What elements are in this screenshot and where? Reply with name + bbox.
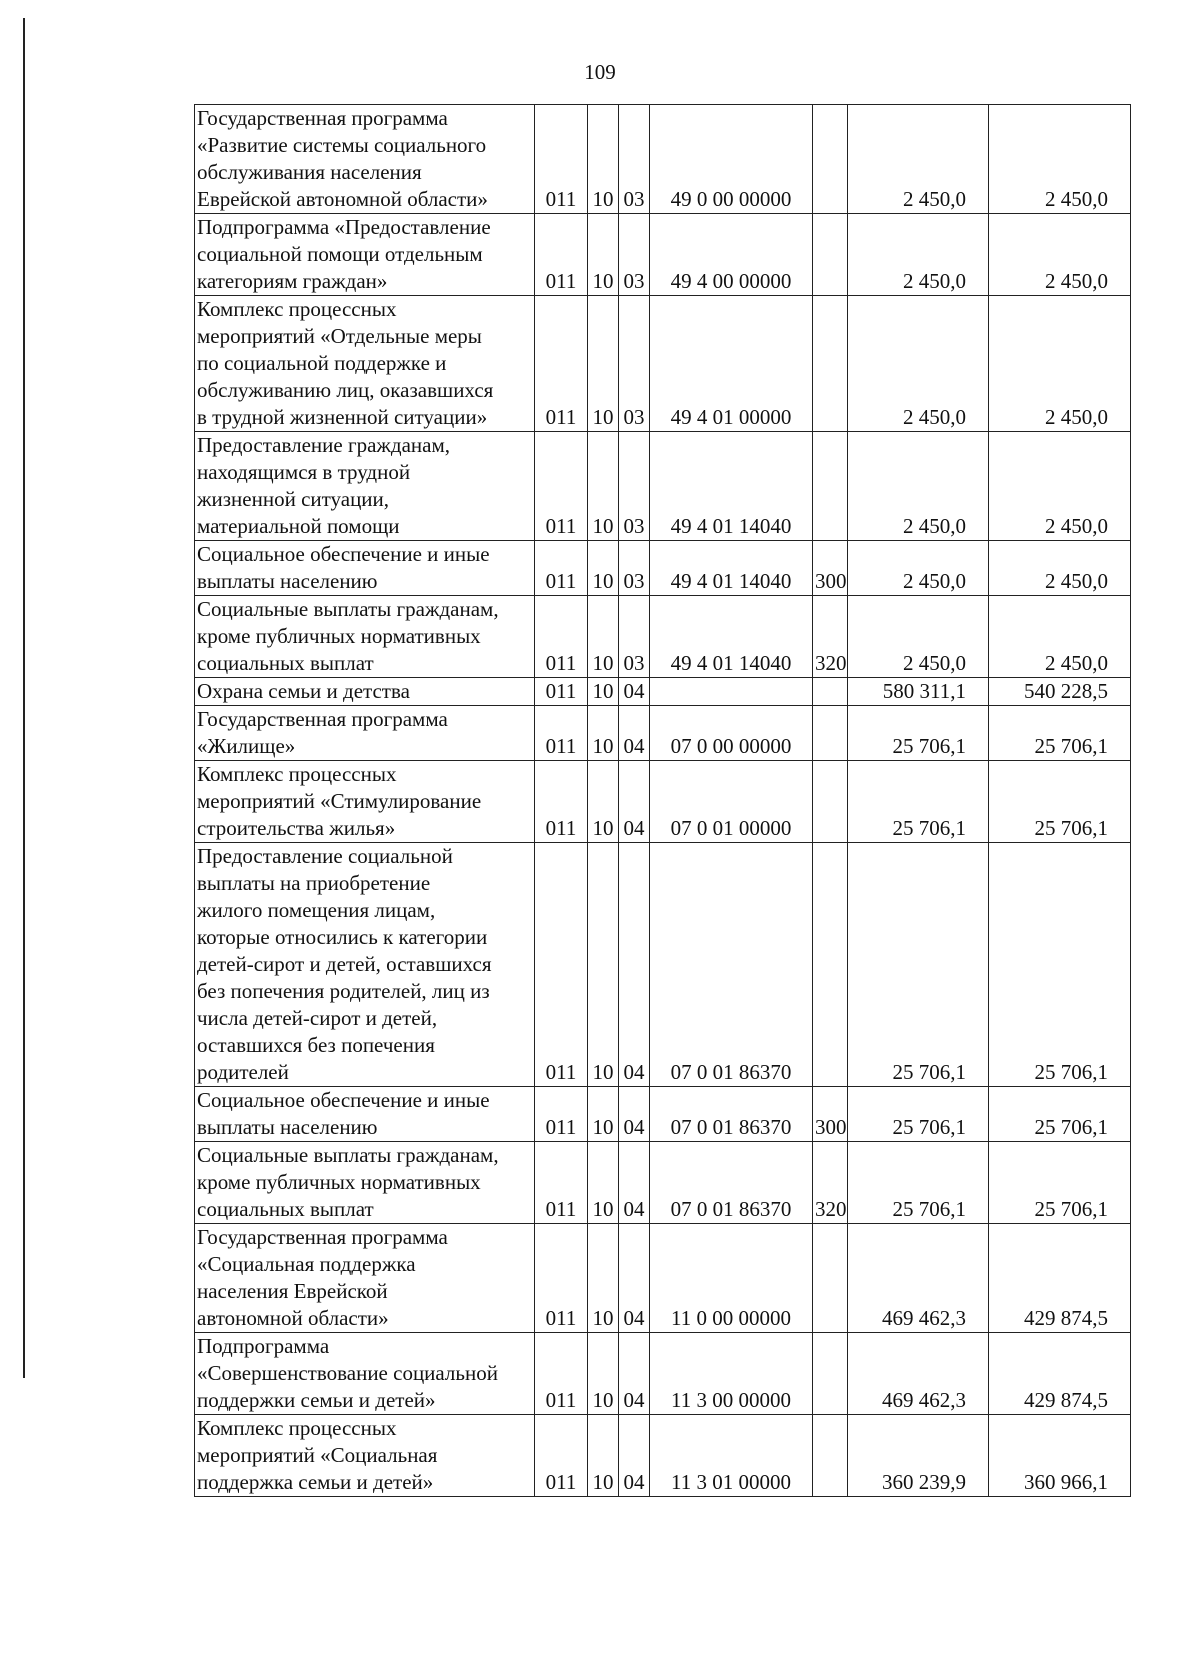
table-row (195, 706, 1131, 761)
row-pr-cell: 03 (619, 596, 650, 678)
row-gr-cell: 011 (535, 105, 588, 214)
row-pr-cell: 03 (619, 214, 650, 296)
row-vr-cell (813, 706, 848, 761)
row-rz-cell: 10 (588, 296, 619, 432)
row-sum2-cell: 2 450,0 (989, 296, 1131, 432)
row-rz-cell: 10 (588, 843, 619, 1087)
row-pr-cell: 04 (619, 1333, 650, 1415)
row-csr-cell: 07 0 01 86370 (650, 1087, 813, 1142)
row-csr-cell: 11 0 00 00000 (650, 1224, 813, 1333)
row-rz-cell: 10 (588, 105, 619, 214)
row-sum1-cell: 25 706,1 (848, 1142, 989, 1224)
row-csr-cell: 07 0 01 86370 (650, 1142, 813, 1224)
row-vr-cell (813, 432, 848, 541)
row-vr-cell (813, 1224, 848, 1333)
row-name-cell: Социальные выплаты гражданам, кроме публичных нормативных социальных выплат (195, 1142, 535, 1224)
row-vr-cell: 300 (813, 1087, 848, 1142)
row-rz-cell: 10 (588, 432, 619, 541)
row-csr-cell (650, 678, 813, 706)
table-row (195, 596, 1131, 678)
row-vr-cell: 320 (813, 1142, 848, 1224)
table-row (195, 843, 1131, 1087)
row-sum2-cell: 2 450,0 (989, 541, 1131, 596)
row-name-cell: Охрана семьи и детства (195, 678, 535, 706)
row-rz-cell: 10 (588, 1087, 619, 1142)
row-gr-cell: 011 (535, 1333, 588, 1415)
row-name-cell: Государственная программа «Социальная поддержка населения Еврейской автономной области» (195, 1224, 535, 1333)
row-gr-cell: 011 (535, 296, 588, 432)
row-name-cell: Комплекс процессных мероприятий «Социальная поддержка семьи и детей» (195, 1415, 535, 1497)
row-gr-cell: 011 (535, 843, 588, 1087)
row-vr-cell (813, 214, 848, 296)
row-name-cell: Социальные выплаты гражданам, кроме публичных нормативных социальных выплат (195, 596, 535, 678)
row-csr-cell: 49 4 01 00000 (650, 296, 813, 432)
row-rz-cell: 10 (588, 1415, 619, 1497)
row-pr-cell: 03 (619, 541, 650, 596)
row-sum2-cell: 540 228,5 (989, 678, 1131, 706)
table-row (195, 1415, 1131, 1497)
row-csr-cell: 49 4 01 14040 (650, 596, 813, 678)
row-sum1-cell: 2 450,0 (848, 105, 989, 214)
row-sum1-cell: 25 706,1 (848, 1087, 989, 1142)
row-gr-cell: 011 (535, 678, 588, 706)
row-name-cell: Комплекс процессных мероприятий «Стимулирование строительства жилья» (195, 761, 535, 843)
row-gr-cell: 011 (535, 214, 588, 296)
row-vr-cell (813, 678, 848, 706)
table-row (195, 214, 1131, 296)
row-vr-cell (813, 761, 848, 843)
row-sum2-cell: 360 966,1 (989, 1415, 1131, 1497)
row-csr-cell: 49 0 00 00000 (650, 105, 813, 214)
row-vr-cell: 320 (813, 596, 848, 678)
row-name-cell: Государственная программа «Жилище» (195, 706, 535, 761)
table-row (195, 678, 1131, 706)
row-sum2-cell: 2 450,0 (989, 596, 1131, 678)
row-sum2-cell: 429 874,5 (989, 1333, 1131, 1415)
row-vr-cell (813, 105, 848, 214)
row-sum2-cell: 25 706,1 (989, 843, 1131, 1087)
row-csr-cell: 49 4 01 14040 (650, 541, 813, 596)
table-row (195, 105, 1131, 214)
row-csr-cell: 07 0 00 00000 (650, 706, 813, 761)
row-csr-cell: 07 0 01 86370 (650, 843, 813, 1087)
row-pr-cell: 03 (619, 105, 650, 214)
row-name-cell: Социальное обеспечение и иные выплаты населению (195, 1087, 535, 1142)
row-name-cell: Предоставление социальной выплаты на приобретение жилого помещения лицам, которые относились к категории детей-сирот и детей, оставшихся без попечения родителей, лиц из числа детей-сирот и детей, оставшихся без попечения родителей (195, 843, 535, 1087)
row-gr-cell: 011 (535, 761, 588, 843)
row-name-cell: Подпрограмма «Предоставление социальной помощи отдельным категориям граждан» (195, 214, 535, 296)
row-pr-cell: 04 (619, 1224, 650, 1333)
page-number: 109 (584, 60, 616, 84)
budget-table (194, 104, 1131, 1497)
row-sum2-cell: 25 706,1 (989, 1142, 1131, 1224)
table-row (195, 1142, 1131, 1224)
table-row (195, 1224, 1131, 1333)
row-name-cell: Предоставление гражданам, находящимся в трудной жизненной ситуации, материальной помощи (195, 432, 535, 541)
row-csr-cell: 11 3 01 00000 (650, 1415, 813, 1497)
row-sum2-cell: 2 450,0 (989, 432, 1131, 541)
table-row (195, 432, 1131, 541)
row-pr-cell: 03 (619, 432, 650, 541)
row-sum2-cell: 25 706,1 (989, 706, 1131, 761)
row-sum1-cell: 25 706,1 (848, 761, 989, 843)
table-row (195, 1087, 1131, 1142)
row-sum2-cell: 25 706,1 (989, 761, 1131, 843)
row-gr-cell: 011 (535, 1224, 588, 1333)
row-gr-cell: 011 (535, 1087, 588, 1142)
row-pr-cell: 04 (619, 678, 650, 706)
row-pr-cell: 03 (619, 296, 650, 432)
row-vr-cell (813, 1415, 848, 1497)
row-sum1-cell: 469 462,3 (848, 1224, 989, 1333)
row-sum2-cell: 429 874,5 (989, 1224, 1131, 1333)
row-name-cell: Подпрограмма «Совершенствование социальной поддержки семьи и детей» (195, 1333, 535, 1415)
row-rz-cell: 10 (588, 1224, 619, 1333)
row-sum2-cell: 2 450,0 (989, 105, 1131, 214)
row-rz-cell: 10 (588, 761, 619, 843)
row-name-cell: Государственная программа «Развитие системы социального обслуживания населения Еврейской автономной области» (195, 105, 535, 214)
row-gr-cell: 011 (535, 706, 588, 761)
row-rz-cell: 10 (588, 1333, 619, 1415)
row-rz-cell: 10 (588, 541, 619, 596)
row-sum2-cell: 2 450,0 (989, 214, 1131, 296)
row-sum1-cell: 469 462,3 (848, 1333, 989, 1415)
row-gr-cell: 011 (535, 1142, 588, 1224)
row-vr-cell (813, 296, 848, 432)
table-row (195, 541, 1131, 596)
table-row (195, 1333, 1131, 1415)
row-rz-cell: 10 (588, 596, 619, 678)
row-pr-cell: 04 (619, 706, 650, 761)
row-sum1-cell: 25 706,1 (848, 843, 989, 1087)
row-sum1-cell: 2 450,0 (848, 296, 989, 432)
row-rz-cell: 10 (588, 678, 619, 706)
row-vr-cell (813, 1333, 848, 1415)
row-csr-cell: 11 3 00 00000 (650, 1333, 813, 1415)
row-gr-cell: 011 (535, 541, 588, 596)
row-pr-cell: 04 (619, 761, 650, 843)
row-sum1-cell: 25 706,1 (848, 706, 989, 761)
row-sum1-cell: 360 239,9 (848, 1415, 989, 1497)
row-rz-cell: 10 (588, 214, 619, 296)
row-sum1-cell: 2 450,0 (848, 541, 989, 596)
margin-line (23, 18, 25, 1378)
row-vr-cell: 300 (813, 541, 848, 596)
row-gr-cell: 011 (535, 432, 588, 541)
row-sum1-cell: 2 450,0 (848, 596, 989, 678)
row-csr-cell: 49 4 00 00000 (650, 214, 813, 296)
row-sum1-cell: 2 450,0 (848, 432, 989, 541)
table-row (195, 296, 1131, 432)
row-name-cell: Социальное обеспечение и иные выплаты населению (195, 541, 535, 596)
row-pr-cell: 04 (619, 843, 650, 1087)
row-sum1-cell: 580 311,1 (848, 678, 989, 706)
row-vr-cell (813, 843, 848, 1087)
table-row (195, 761, 1131, 843)
row-sum1-cell: 2 450,0 (848, 214, 989, 296)
row-csr-cell: 49 4 01 14040 (650, 432, 813, 541)
row-csr-cell: 07 0 01 00000 (650, 761, 813, 843)
row-rz-cell: 10 (588, 1142, 619, 1224)
row-name-cell: Комплекс процессных мероприятий «Отдельные меры по социальной поддержке и обслуживанию лиц, оказавшихся в трудной жизненной ситуации» (195, 296, 535, 432)
row-sum2-cell: 25 706,1 (989, 1087, 1131, 1142)
row-pr-cell: 04 (619, 1415, 650, 1497)
row-pr-cell: 04 (619, 1142, 650, 1224)
row-gr-cell: 011 (535, 1415, 588, 1497)
row-rz-cell: 10 (588, 706, 619, 761)
row-gr-cell: 011 (535, 596, 588, 678)
row-pr-cell: 04 (619, 1087, 650, 1142)
